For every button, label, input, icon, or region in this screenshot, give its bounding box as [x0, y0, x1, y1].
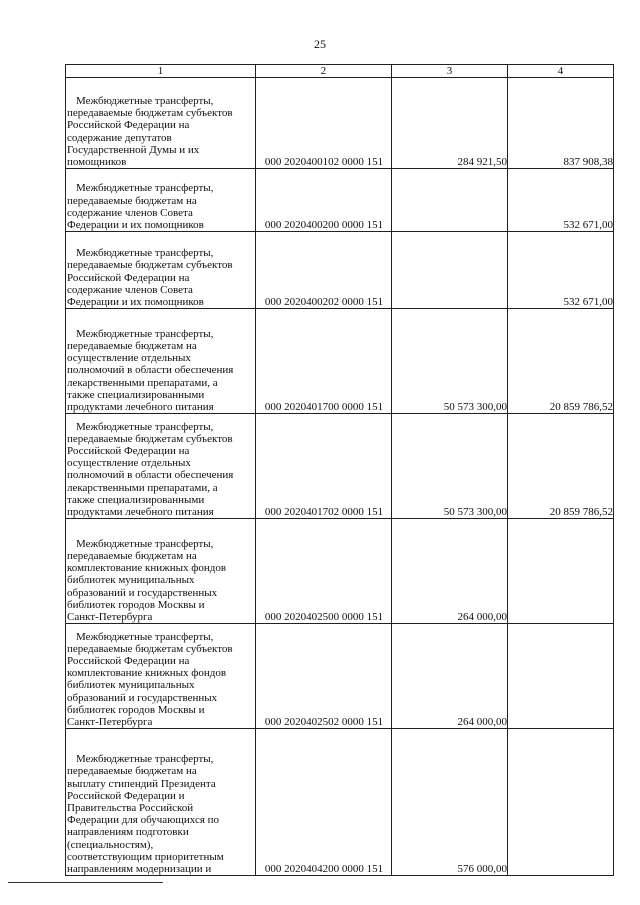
row-description-line: библиотек городов Москвы и	[67, 703, 205, 716]
row-description-line: передаваемые бюджетам субъектов	[67, 107, 233, 120]
budget-table	[65, 64, 614, 876]
budget-code: 000 2020402500 0000 151	[256, 519, 392, 624]
row-description-line: Межбюджетные трансферты,	[76, 630, 214, 643]
row-description	[66, 519, 256, 624]
row-description-line: Правительства Российской	[67, 801, 194, 814]
row-description-line: передаваемые бюджетам субъектов	[67, 642, 233, 655]
row-description-line: Межбюджетные трансферты,	[76, 537, 214, 550]
amount-col4: 20 859 786,52	[508, 309, 614, 414]
row-description	[66, 729, 256, 876]
row-description-line: Федерации для обучающихся по	[67, 814, 220, 827]
amount-col3: 264 000,00	[392, 624, 508, 729]
row-description-line: передаваемые бюджетам на	[67, 339, 197, 352]
row-description-line: выплату стипендий Президента	[67, 777, 216, 790]
budget-code: 000 2020404200 0000 151	[256, 729, 392, 876]
row-description-line: полномочий в области обеспечения	[67, 364, 234, 377]
table-row	[66, 414, 614, 519]
table-row	[66, 232, 614, 309]
amount-col4	[508, 519, 614, 624]
footnote-rule	[8, 882, 163, 883]
table-row	[66, 624, 614, 729]
row-description-line: передаваемые бюджетам на	[67, 765, 197, 778]
row-description-line: образований и государственных	[67, 586, 218, 599]
row-description-line: образований и государственных	[67, 691, 218, 704]
amount-col4: 532 671,00	[508, 232, 614, 309]
row-description-line: Межбюджетные трансферты,	[76, 94, 214, 107]
table-row	[66, 169, 614, 232]
amount-col3: 576 000,00	[392, 729, 508, 876]
amount-col3: 284 921,50	[392, 78, 508, 169]
row-description-line: библиотек муниципальных	[67, 679, 195, 692]
budget-code: 000 2020401700 0000 151	[256, 309, 392, 414]
row-description	[66, 414, 256, 519]
row-description	[66, 624, 256, 729]
row-description-line: содержание депутатов	[67, 131, 172, 144]
row-description-line: направлениям модернизации и	[67, 863, 212, 875]
row-description-line: комплектование книжных фондов	[67, 667, 227, 680]
row-description-line: Государственной Думы и их	[67, 143, 200, 156]
row-description-line: Российской Федерации на	[67, 444, 190, 457]
budget-code: 000 2020400102 0000 151	[256, 78, 392, 169]
row-description-line: Межбюджетные трансферты,	[76, 182, 214, 195]
row-description-line: полномочий в области обеспечения	[67, 469, 234, 482]
row-description-line: комплектование книжных фондов	[67, 562, 227, 575]
row-description-line: осуществление отдельных	[67, 352, 191, 365]
row-description-line: передаваемые бюджетам на	[67, 549, 197, 562]
row-description-line: Российской Федерации на	[67, 119, 190, 132]
budget-code: 000 2020400202 0000 151	[256, 232, 392, 309]
amount-col3	[392, 169, 508, 232]
row-description-line: Санкт-Петербурга	[67, 611, 153, 623]
table-row	[66, 309, 614, 414]
row-description-line: продуктами лечебного питания	[67, 506, 214, 518]
row-description-line: также специализированными	[67, 388, 205, 401]
row-description-line: Российской Федерации на	[67, 654, 190, 667]
table-row	[66, 519, 614, 624]
row-description	[66, 78, 256, 169]
amount-col3: 264 000,00	[392, 519, 508, 624]
row-description-line: содержание членов Совета	[67, 206, 193, 219]
row-description-line: продуктами лечебного питания	[67, 401, 214, 413]
row-description-line: передаваемые бюджетам субъектов	[67, 432, 233, 445]
row-description-line: соответствующим приоритетным	[67, 850, 224, 863]
row-description-line: Российской Федерации на	[67, 271, 190, 284]
page-number: 25	[314, 37, 326, 51]
amount-col4	[508, 624, 614, 729]
column-header: 3	[392, 65, 508, 78]
row-description-line: Российской Федерации и	[67, 789, 185, 802]
row-description-line: Межбюджетные трансферты,	[76, 420, 214, 433]
row-description	[66, 309, 256, 414]
column-header: 1	[66, 65, 256, 78]
table-row	[66, 729, 614, 876]
row-description-line: передаваемые бюджетам субъектов	[67, 259, 233, 272]
row-description-line: Межбюджетные трансферты,	[76, 247, 214, 260]
row-description-line: Федерации и их помощников	[67, 296, 204, 308]
row-description-line: библиотек городов Москвы и	[67, 598, 205, 611]
row-description-line: Межбюджетные трансферты,	[76, 327, 214, 340]
row-description-line: осуществление отдельных	[67, 457, 191, 470]
row-description-line: направлениям подготовки	[67, 826, 189, 839]
row-description-line: лекарственными препаратами, а	[67, 376, 218, 389]
budget-code: 000 2020400200 0000 151	[256, 169, 392, 232]
amount-col3: 50 573 300,00	[392, 414, 508, 519]
row-description-line: лекарственными препаратами, а	[67, 481, 218, 494]
budget-code: 000 2020401702 0000 151	[256, 414, 392, 519]
row-description-line: Санкт-Петербурга	[67, 716, 153, 728]
table-row	[66, 78, 614, 169]
column-header: 4	[508, 65, 614, 78]
amount-col3	[392, 232, 508, 309]
row-description-line: передаваемые бюджетам на	[67, 194, 197, 207]
row-description-line: содержание членов Совета	[67, 283, 193, 296]
row-description-line: помощников	[67, 156, 127, 168]
row-description-line: (специальностям),	[67, 838, 154, 851]
amount-col4: 837 908,38	[508, 78, 614, 169]
amount-col4: 20 859 786,52	[508, 414, 614, 519]
column-header: 2	[256, 65, 392, 78]
amount-col3: 50 573 300,00	[392, 309, 508, 414]
row-description-line: библиотек муниципальных	[67, 574, 195, 587]
table-body	[66, 78, 614, 876]
amount-col4	[508, 729, 614, 876]
row-description-line: Федерации и их помощников	[67, 219, 204, 231]
budget-code: 000 2020402502 0000 151	[256, 624, 392, 729]
row-description	[66, 169, 256, 232]
amount-col4: 532 671,00	[508, 169, 614, 232]
table-header-row	[66, 65, 614, 78]
row-description	[66, 232, 256, 309]
row-description-line: Межбюджетные трансферты,	[76, 753, 214, 766]
row-description-line: также специализированными	[67, 493, 205, 506]
